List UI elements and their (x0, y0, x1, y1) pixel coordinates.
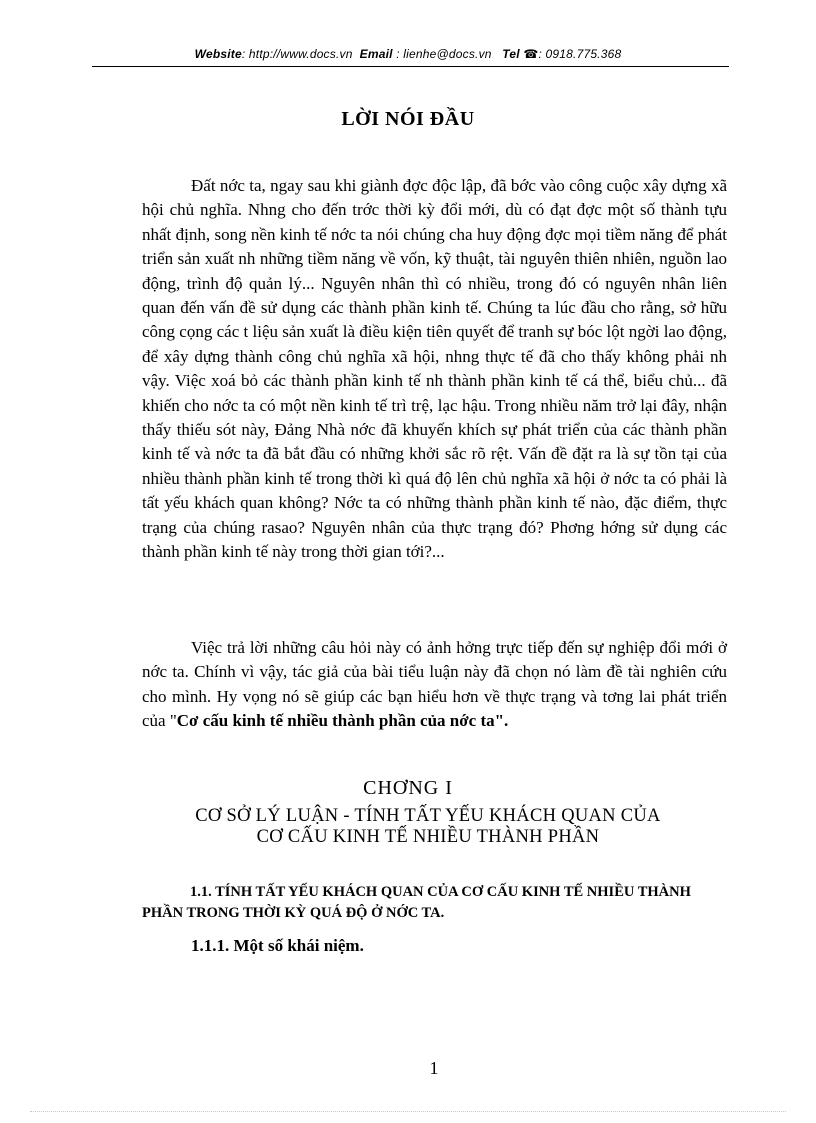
website-label: Website (194, 47, 242, 61)
phone-icon: ☎ (523, 47, 539, 61)
topic-title: Cơ cấu kinh tế nhiều thành phần của nớc ta". (176, 711, 509, 731)
subsection-heading: 1.1.1. Một số khái niệm. (191, 936, 364, 955)
document-title: LỜI NÓI ĐẦU (341, 108, 475, 130)
header-divider (92, 66, 729, 67)
page-bottom-divider (30, 1111, 786, 1112)
tel-value: : 0918.775.368 (538, 47, 622, 61)
email-label: Email (359, 47, 393, 61)
chapter-heading (120, 806, 736, 848)
chapter-label: CHƠNG I (363, 777, 453, 799)
chapter-heading-line-2: CƠ CẤU KINH TẾ NHIỀU THÀNH PHẦN (256, 827, 600, 847)
chapter-heading-line-1: CƠ SỞ LÝ LUẬN - TÍNH TẤT YẾU KHÁCH QUAN CỦA (195, 806, 661, 826)
page-header (0, 47, 816, 61)
paragraph-text: Việc trả lời những câu hỏi này có ảnh hởng trực tiếp đến sự nghiệp đổi mới ở nớc ta. Chính vì vậy, tác giả của bài tiểu luận này đã chọn nó làm đề tài nghiên cứu cho mình. Hy vọng nó sẽ giúp các bạn hiểu hơn về thực trạng và tơng lai phát triển của " (142, 638, 727, 731)
website-value[interactable]: : http://www.docs.vn (241, 47, 353, 61)
email-value[interactable]: : lienhe@docs.vn (396, 47, 492, 61)
paragraph-text: Đất nớc ta, ngay sau khi giành đợc độc lập, đã bớc vào công cuộc xây dựng xã hội chủ nghĩa. Nhng cho đến trớc thời kỳ đổi mới, dù có đạt đợc một số thành tựu nhất định, song nền kinh tế nớc ta nói chúng cha huy động đợc mọi tiềm năng để phát triển sản xuất nh những tiềm năng về vốn, kỹ thuật, tài nguyên thiên nhiên, nguồn lao động, trình độ quản lý... Nguyên nhân thì có nhiều, trong đó có nguyên nhân liên quan đến vấn đề sử dụng các thành phần kinh tế. Chúng ta lúc đầu cho rằng, sở hữu công cọng các t liệu sản xuất là điều kiện tiên quyết để tranh sự bóc lột ngời lao động, để xây dựng thành công chủ nghĩa xã hội, nhng thực tế đã cho thấy không phải nh vậy. Việc xoá bỏ các thành phần kinh tế nh thành phần kinh tế cá thể, biểu chủ... đã khiến cho nớc ta có một nền kinh tế trì trệ, lạc hậu. Trong nhiều năm trở lại đây, nhận thấy thiếu sót này, Đảng Nhà nớc đã khuyến khích sự phát triển của các thành phần kinh tế và nớc ta đã bắt đầu có những khởi sắc rõ rệt. Vấn đề đặt ra là sự tồn tại của nhiều thành phần kinh tế trong thời kì quá độ lên chủ nghĩa xã hội ở nớc ta có phải là tất yếu khách quan không? Nớc ta có những thành phần kinh tế nào, đặc điểm, thực trạng của chúng rasao? Nguyên nhân của thực trạng đó? Phơng hớng sử dụng các thành phần kinh tế này trong thời gian tới?... (142, 176, 727, 562)
section-heading: 1.1. TÍNH TẤT YẾU KHÁCH QUAN CỦA CƠ CẤU KINH TẾ NHIỀU THÀNH PHẦN TRONG THỜI KỲ QUÁ ĐỘ Ở NỚC TA. (142, 884, 691, 921)
tel-label: Tel (502, 47, 520, 61)
intro-paragraph-1 (142, 174, 727, 565)
page-number: 1 (429, 1058, 439, 1078)
intro-paragraph-2 (142, 636, 727, 734)
